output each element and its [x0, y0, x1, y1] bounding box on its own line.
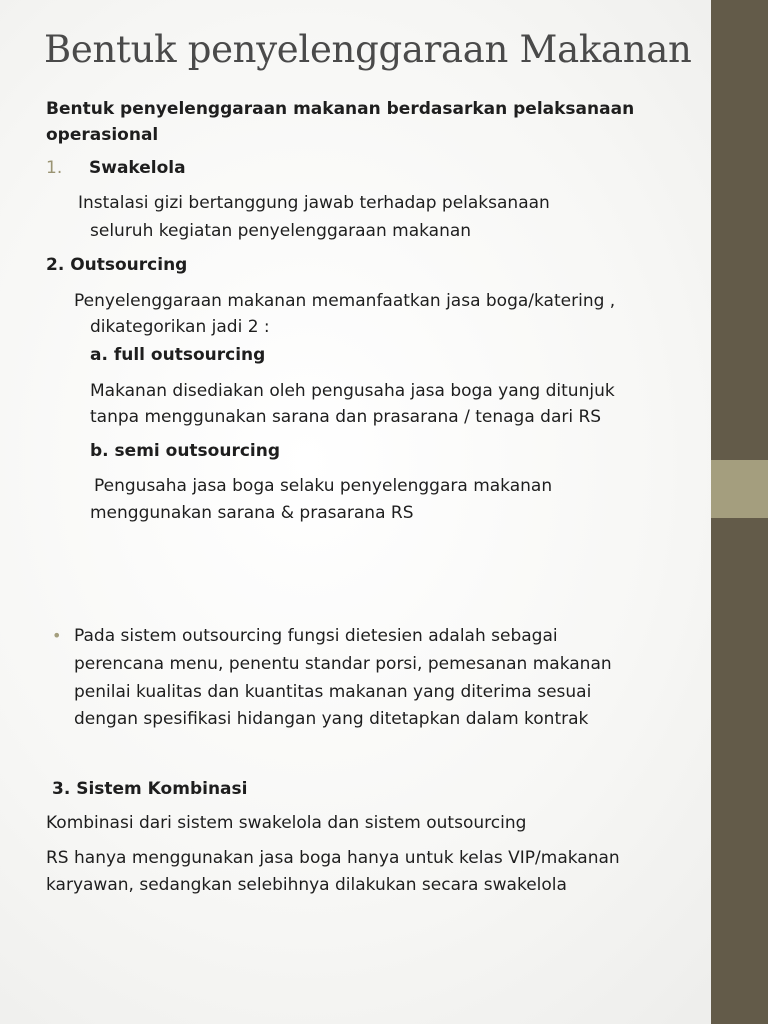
- sidebar-accent-block: [711, 460, 768, 518]
- item2-desc-line-1: Penyelenggaraan makanan memanfaatkan jasa boga/katering ,: [74, 291, 616, 311]
- item1-desc-line-2: seluruh kegiatan penyelenggaraan makanan: [90, 221, 472, 241]
- item1-desc-line-1: Instalasi gizi bertanggung jawab terhadap pelaksanaan: [78, 193, 550, 213]
- slide-title: Bentuk penyelenggaraan Makanan: [44, 28, 692, 71]
- item1-number: 1.: [46, 158, 63, 178]
- bullet-line-4: dengan spesifikasi hidangan yang ditetapkan dalam kontrak: [74, 709, 589, 729]
- bullet-line-2: perencana menu, penentu standar porsi, pemesanan makanan: [74, 654, 612, 674]
- sub-b-line-1: Pengusaha jasa boga selaku penyelenggara makanan: [94, 476, 553, 496]
- item1-heading: [46, 155, 186, 181]
- bullet-line-3: penilai kualitas dan kuantitas makanan yang diterima sesuai: [74, 682, 592, 702]
- sub-a-line-2: tanpa menggunakan sarana dan prasarana / tenaga dari RS: [90, 407, 602, 427]
- bullet-line-1: Pada sistem outsourcing fungsi dietesien adalah sebagai: [74, 626, 558, 646]
- sub-b-title: b. semi outsourcing: [90, 441, 281, 461]
- item1-title: Swakelola: [89, 158, 186, 178]
- intro-line-1: Bentuk penyelenggaraan makanan berdasarkan pelaksanaan: [46, 99, 635, 119]
- item2-desc-line-2: dikategorikan jadi 2 :: [90, 317, 270, 337]
- sub-a-line-1: Makanan disediakan oleh pengusaha jasa boga yang ditunjuk: [90, 381, 615, 401]
- sub-b-line-2: menggunakan sarana & prasarana RS: [90, 503, 414, 523]
- bullet-icon: •: [52, 626, 62, 645]
- intro-line-2: operasional: [46, 125, 159, 145]
- item3-line-2: RS hanya menggunakan jasa boga hanya untuk kelas VIP/makanan: [46, 848, 620, 868]
- item3-title: 3. Sistem Kombinasi: [52, 779, 248, 799]
- item3-line-3: karyawan, sedangkan selebihnya dilakukan secara swakelola: [46, 875, 567, 895]
- item3-line-1: Kombinasi dari sistem swakelola dan sistem outsourcing: [46, 813, 527, 833]
- item2-title: 2. Outsourcing: [46, 255, 188, 275]
- sub-a-title: a. full outsourcing: [90, 345, 266, 365]
